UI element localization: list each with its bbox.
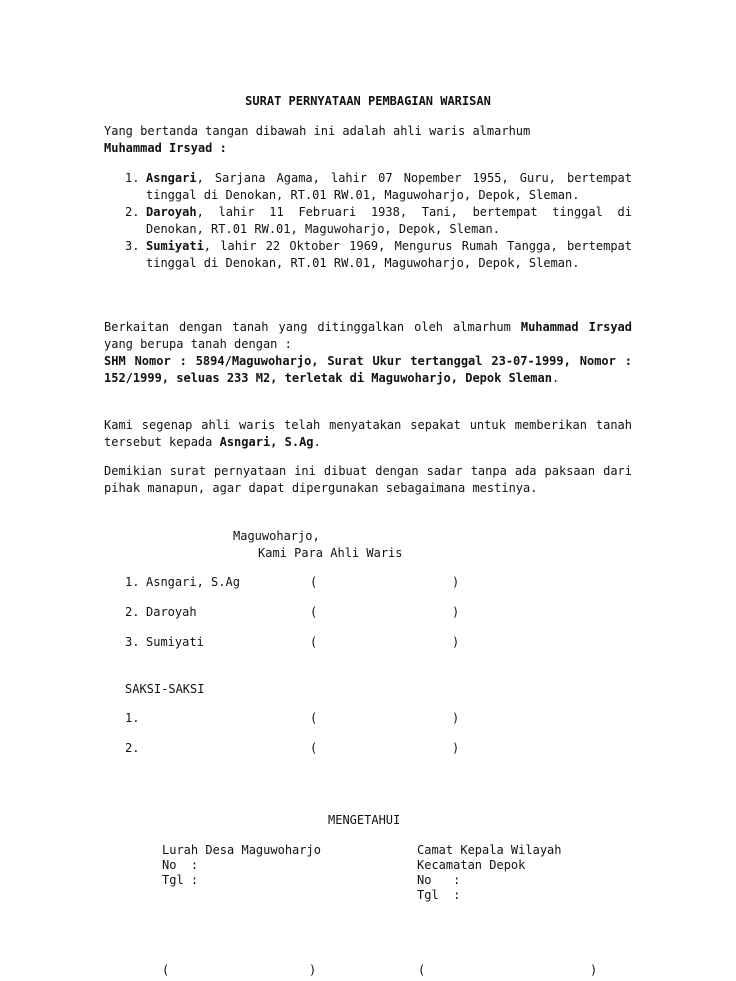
signature-number: 3. [125, 635, 140, 649]
witness-paren-open: ( [310, 741, 318, 755]
land-deceased-name: Muhammad Irsyad [520, 320, 632, 334]
heir-text [146, 238, 632, 272]
heir-name: Daroyah [146, 205, 197, 219]
official-left-number: No : [162, 858, 199, 872]
signature-number: 1. [125, 575, 140, 589]
heir-detail: , lahir 11 Februari 1938, Tani, bertempat tinggal di Denokan, RT.01 RW.01, Maguwoharjo, Depok, Sleman. [146, 205, 632, 236]
agreement-end: . [313, 435, 321, 449]
witness-paren-close: ) [452, 741, 460, 755]
heirs-signature-heading: Kami Para Ahli Waris [258, 546, 403, 560]
deceased-name: Muhammad Irsyad : [104, 141, 227, 155]
official-right-title: Camat Kepala Wilayah [417, 843, 562, 857]
document-title: SURAT PERNYATAAN PEMBAGIAN WARISAN [245, 94, 491, 108]
signature-paren-open: ( [310, 605, 318, 619]
heir-name: Sumiyati [146, 239, 204, 253]
official-right-paren-close: ) [590, 963, 598, 977]
signature-paren-open: ( [310, 635, 318, 649]
official-left-paren-open: ( [162, 963, 170, 977]
witness-heading: SAKSI-SAKSI [125, 682, 205, 696]
witness-paren-close: ) [452, 711, 460, 725]
heir-text [146, 170, 632, 204]
heir-text [146, 204, 632, 238]
agreement-paragraph [104, 417, 632, 451]
closing-paragraph: Demikian surat pernyataan ini dibuat dengan sadar tanpa ada paksaan dari pihak manapun, agar dapat dipergunakan sebagaimana mestinya. [104, 464, 632, 495]
witness-number: 1. [125, 711, 140, 725]
official-left-title: Lurah Desa Maguwoharjo [162, 843, 321, 857]
intro-paragraph [104, 123, 632, 157]
witness-number: 2. [125, 741, 140, 755]
signature-name: Sumiyati [146, 635, 204, 649]
heir-detail: , lahir 22 Oktober 1969, Mengurus Rumah Tangga, bertempat tinggal di Denokan, RT.01 RW.01, Maguwoharjo, Depok, Sleman. [146, 239, 632, 270]
list-number: 3. [125, 239, 140, 253]
signature-paren-close: ) [452, 635, 460, 649]
land-details: SHM Nomor : 5894/Maguwoharjo, Surat Ukur tertanggal 23-07-1999, Nomor : 152/1999, seluas 233 M2, terletak di Maguwoharjo, Depok Sleman [104, 354, 632, 385]
heir-detail: , Sarjana Agama, lahir 07 Nopember 1955, Guru, bertempat tinggal di Denokan, RT.01 RW.01, Maguwoharjo, Depok, Sleman. [146, 171, 632, 202]
land-intro: Berkaitan dengan tanah yang ditinggalkan oleh almarhum [104, 320, 521, 334]
signature-paren-close: ) [452, 605, 460, 619]
recipient-name: Asngari, S.Ag [219, 435, 314, 449]
official-left-date: Tgl : [162, 873, 199, 887]
signature-place: Maguwoharjo, [233, 529, 320, 543]
list-item [125, 170, 632, 204]
official-left-paren-close: ) [309, 963, 317, 977]
acknowledge-heading: MENGETAHUI [328, 813, 401, 827]
official-right-number: No : [417, 873, 461, 887]
signature-paren-open: ( [310, 575, 318, 589]
agreement-text: Kami segenap ahli waris telah menyatakan sepakat untuk memberikan tanah tersebut kepada [104, 418, 632, 449]
land-end: . [551, 371, 560, 385]
signature-paren-close: ) [452, 575, 460, 589]
witness-paren-open: ( [310, 711, 318, 725]
official-right-subtitle: Kecamatan Depok [417, 858, 526, 872]
signature-number: 2. [125, 605, 140, 619]
signature-name: Daroyah [146, 605, 197, 619]
list-number: 1. [125, 171, 140, 185]
list-item [125, 238, 632, 272]
list-item [125, 204, 632, 238]
land-paragraph [104, 319, 632, 387]
signature-name: Asngari, S.Ag [146, 575, 240, 589]
list-number: 2. [125, 205, 140, 219]
heir-list [125, 170, 632, 272]
official-right-date: Tgl : [417, 888, 461, 902]
heir-name: Asngari [146, 171, 197, 185]
official-right-paren-open: ( [418, 963, 426, 977]
land-mid: yang berupa tanah dengan : [104, 337, 292, 351]
intro-text: Yang bertanda tangan dibawah ini adalah ahli waris almarhum [104, 124, 531, 138]
